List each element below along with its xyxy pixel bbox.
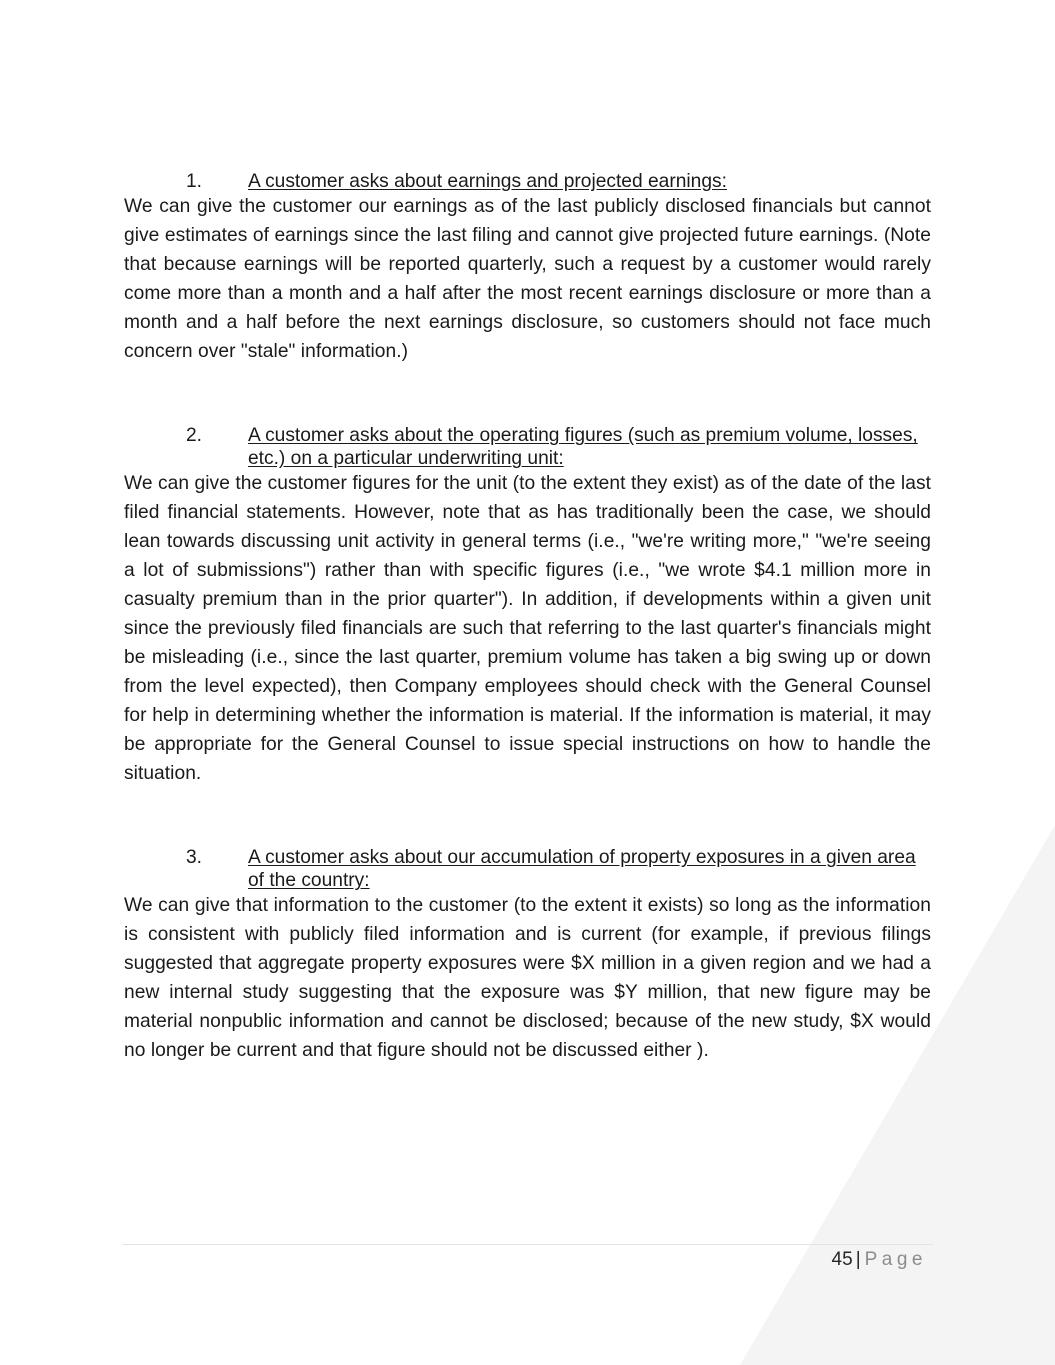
section-title: A customer asks about earnings and projected earnings: (248, 171, 727, 192)
section-2 (124, 424, 931, 788)
section-title: A customer asks about the operating figures (such as premium volume, losses, etc.) on a particular underwriting unit: (248, 425, 918, 470)
section-1 (124, 170, 931, 366)
section-heading (186, 846, 931, 892)
section-paragraph: We can give the customer figures for the unit (to the extent they exist) as of the date of the last filed financial statements. However, note that as has traditionally been the case, we should lean towards discussing unit activity in general terms (i.e., "we're writing more," "we're seeing a lot of submissions") rather than with specific figures (i.e., "we wrote $4.1 million more in casualty premium than in the prior quarter"). In addition, if developments within a given unit since the previously filed financials are such that referring to the last quarter's financials might be misleading (i.e., since the last quarter, premium volume has taken a big swing up or down from the level expected), then Company employees should check with the General Counsel for help in determining whether the information is material. If the information is material, it may be appropriate for the General Counsel to issue special instructions on how to handle the situation. (124, 473, 931, 784)
footer-divider (122, 1244, 933, 1245)
section-heading (186, 170, 931, 193)
section-paragraph: We can give the customer our earnings as of the last publicly disclosed financials but cannot give estimates of earnings since the last filing and cannot give projected future earnings. (Note that because earnings will be reported quarterly, such a request by a customer would rarely come more than a month and a half after the most recent earnings disclosure or more than a month and a half before the next earnings disclosure, so customers should not face much concern over "stale" information.) (124, 196, 931, 362)
section-title: A customer asks about our accumulation of property exposures in a given area of the country: (248, 847, 916, 892)
section-paragraph: We can give that information to the customer (to the extent it exists) so long as the information is consistent with publicly filed information and is current (for example, if previous filings suggested that aggregate property exposures were $X million in a given region and we had a new internal study suggesting that the exposure was $Y million, that new figure may be material nonpublic information and cannot be disclosed; because of the new study, $X would no longer be current and that figure should not be discussed either ). (124, 895, 931, 1061)
section-number: 2. (186, 425, 203, 447)
page-label: Page (864, 1249, 927, 1270)
section-heading (186, 424, 931, 470)
page-footer (832, 1248, 927, 1272)
section-3 (124, 846, 931, 1065)
page-separator: | (855, 1249, 861, 1270)
page-number: 45 (831, 1249, 853, 1270)
document-body (124, 170, 931, 1066)
section-number: 3. (186, 847, 203, 869)
section-number: 1. (186, 171, 203, 192)
